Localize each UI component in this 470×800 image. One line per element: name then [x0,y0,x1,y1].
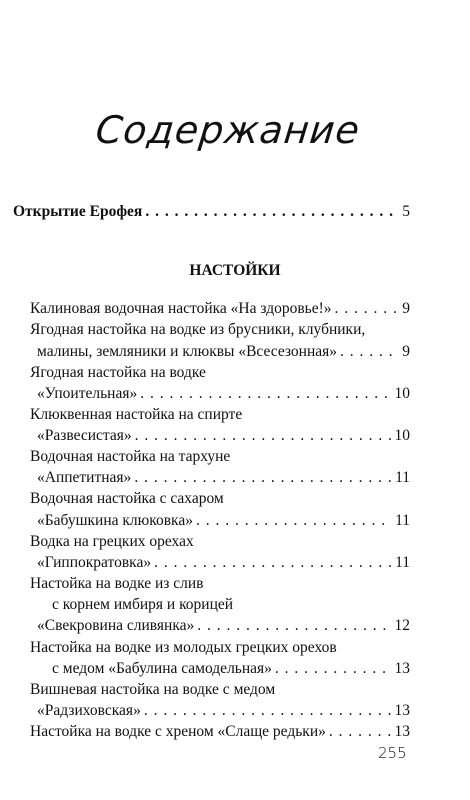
toc-entry[interactable] [37,512,410,530]
toc-entry-page: 13 [394,660,410,677]
dot-leader [335,300,400,318]
toc-entry-opening[interactable] [13,203,410,221]
toc-entry-page: 12 [394,617,410,634]
toc-entry[interactable] [37,427,410,445]
dot-leader [144,702,392,720]
dot-leader [196,512,392,530]
toc-entry[interactable] [37,385,410,403]
toc-entry-title-cont: «Упоительная» [37,385,138,402]
toc-entry-title: Ягодная настойка на водке [30,364,206,381]
toc-entry-page: 5 [402,203,410,220]
toc-entry-title: Калиновая водочная настойка «На здоровье!» [30,300,332,317]
page-number: 255 [378,744,407,762]
toc-entry-page: 11 [395,512,410,529]
toc-entry-title: Настойка на водке из слив [30,575,204,592]
dot-leader [329,723,392,741]
dot-leader [275,660,392,678]
toc-entry[interactable] [30,723,410,741]
toc-entry-title-cont: с корнем имбиря и корицей [52,596,234,613]
section-title: НАСТОЙКИ [189,262,281,279]
dot-leader [145,203,399,221]
toc-entry-page: 10 [394,385,410,402]
toc-entry-title-cont: «Свекровина сливянка» [37,617,195,634]
toc-entry-title-cont: «Радзиховская» [37,702,141,719]
contents-heading: Содержание [93,108,363,152]
toc-entry-title: Открытие Ерофея [13,203,143,220]
toc-entry[interactable] [37,702,410,720]
toc-entry-page: 13 [394,702,410,719]
dot-leader [140,385,391,403]
dot-leader [197,617,391,635]
toc-entry-page: 9 [402,343,410,360]
toc-entry-title: Настойка на водке с хреном «Слаще редьки» [30,723,326,740]
toc-entry-title: Вишневая настойка на водке с медом [30,681,276,698]
dot-leader [154,554,392,572]
dot-leader [135,427,392,445]
toc-entry-title-cont: «Гиппократовка» [37,554,152,571]
toc-entry-title: Водка на грецких орехах [30,533,194,550]
toc-entry[interactable] [37,617,410,635]
toc-entry-page: 11 [395,554,410,571]
dot-leader [340,343,399,361]
toc-entry-title-cont: «Аппетитная» [37,469,132,486]
toc-entry[interactable] [37,469,410,487]
toc-entry[interactable] [37,343,410,361]
toc-entry[interactable] [37,554,410,572]
toc-entry-page: 10 [394,427,410,444]
toc-entry-title-cont: с медом «Бабулина самодельная» [52,660,272,677]
toc-entry-page: 9 [402,300,410,317]
toc-entry-title-cont: «Бабушкина клюковка» [37,512,193,529]
toc-entry-page: 13 [394,723,410,740]
toc-entry[interactable] [30,300,410,318]
toc-entry-title: Ягодная настойка на водке из брусники, клубники, [30,321,366,338]
dot-leader [134,469,392,487]
toc-entry[interactable] [52,660,410,678]
toc-entry-page: 11 [395,469,410,486]
toc-entry-title: Клюквенная настойка на спирте [30,406,243,423]
toc-entry-title: Водочная настойка на тархуне [30,448,231,465]
toc-entry-title: Настойка на водке из молодых грецких орехов [30,639,337,656]
toc-entry-title-cont: малины, земляники и клюквы «Всесезонная» [37,343,338,360]
toc-entry-title-cont: «Развесистая» [37,427,132,444]
toc-entry-title: Водочная настойка с сахаром [30,490,224,507]
